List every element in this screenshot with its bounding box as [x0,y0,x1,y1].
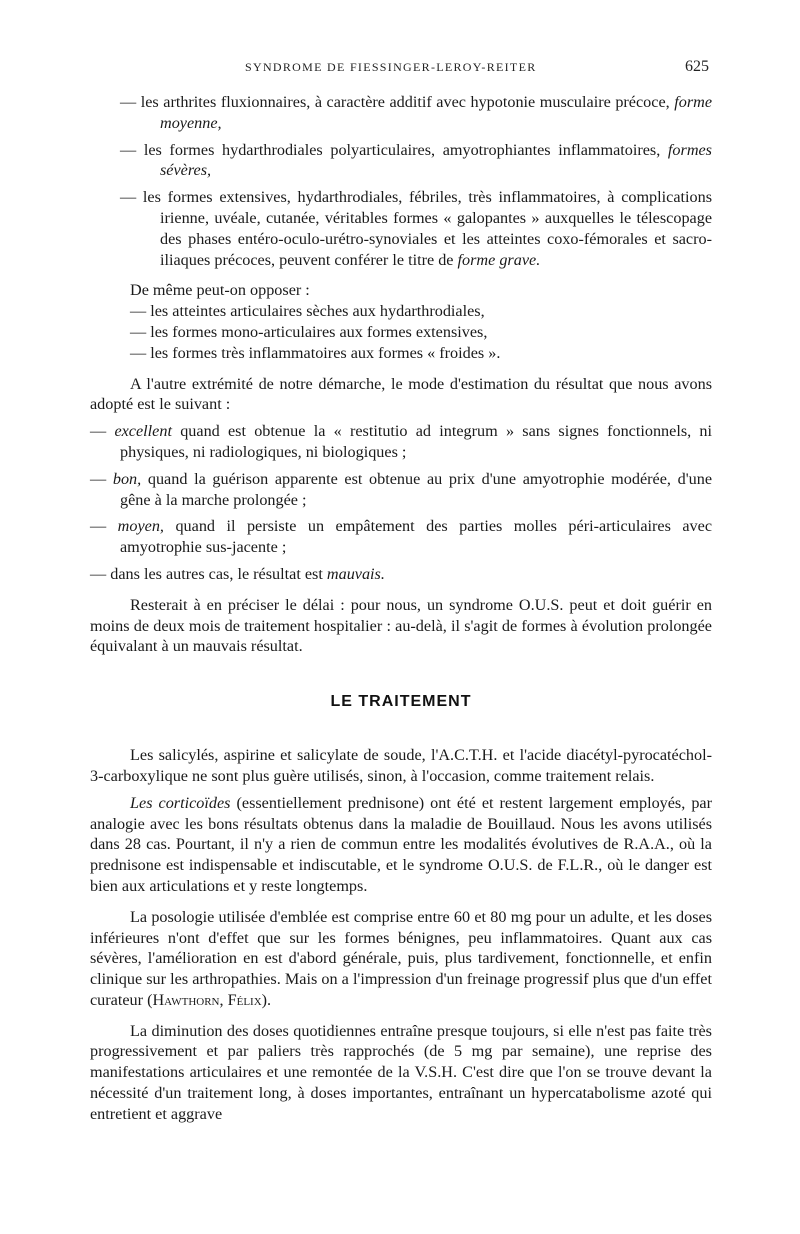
oppose-item: — les formes mono-articulaires aux formes extensives, [130,322,488,341]
oppose-item: — les atteintes articulaires sèches aux hydarthrodiales, [130,302,485,321]
oppose-intro: De même peut-on opposer : [130,281,310,300]
treatment-paragraph-3: La posologie utilisée d'emblée est comprise entre 60 et 80 mg pour un adulte, et les doses inférieures n'ont d'effet que sur les formes bénignes, peu inflammatoires. Quant aux cas sévères, l'amélioration en est d'abord générale, puis, plus tardivement, fonctionnelle, et enfin clinique sur les arthropathies. Mais on a l'impression d'un freinage progressif plus que d'un effet curateur (Hawthorn, Félix). [90,907,712,1009]
result-excellent: — excellent quand est obtenue la « restitutio ad integrum » sans signes fonctionnels, ni physiques, ni radiologiques, ni biologiques ; [90,422,713,461]
treatment-paragraph-2: Les corticoïdes (essentiellement prednisone) ont été et restent largement employés, par analogie avec les bons résultats obtenus dans la maladie de Bouillaud. Nous les avons utilisés dans 28 cas. Pourtant, il n'y a rien de commun entre les modalités évolutives de R.A.A., où la prednisone est indispensable et indiscutable, et le syndrome O.U.S. de F.L.R., où le danger est bien aux articulations et y reste longtemps. [90,793,712,895]
page-body [90,92,712,1125]
author-name: Hawthorn [152,990,220,1009]
running-head: SYNDROME DE FIESSINGER-LEROY-REITER [245,60,537,74]
delay-paragraph: Resterait à en préciser le délai : pour nous, un syndrome O.U.S. peut et doit guérir en moins de deux mois de traitement hospitalier : au-delà, il s'agit de formes à évolution prolongée équivalant à un mauvais résultat. [90,595,712,656]
form-item-severes: — les formes hydarthrodiales polyarticulaires, amyotrophiantes inflammatoires, formes sévères, [120,140,712,180]
result-moyen: — moyen, quand il persiste un empâtement des parties molles péri-articulaires avec amyotrophie sus-jacente ; [90,517,713,557]
page-number: 625 [685,58,709,75]
oppose-item: — les formes très inflammatoires aux formes « froides ». [130,343,501,362]
author-name: Félix [227,990,262,1009]
result-bon: — bon, quand la guérison apparente est obtenue au prix d'une amyotrophie modérée, d'une gêne à la marche prolongée ; [90,469,713,509]
treatment-paragraph-1: Les salicylés, aspirine et salicylate de soude, l'A.C.T.H. et l'acide diacétyl-pyrocatéchol-3-carboxylique ne sont plus guère utilisés, sinon, à l'occasion, comme traitement relais. [90,746,712,785]
form-item-moyenne: — les arthrites fluxionnaires, à caractère additif avec hypotonie musculaire précoce, forme moyenne, [120,93,712,132]
result-mauvais: — dans les autres cas, le résultat est mauvais. [90,564,385,583]
page-header [0,58,800,78]
form-item-grave: — les formes extensives, hydarthrodiales, fébriles, très inflammatoires, à complications irienne, uvéale, cutanée, véritables formes « galopantes » auxquelles le télescopage des phases entéro-oculo-urétro-synoviales et les atteintes coxo-fémorales et sacro-iliaques précoces, peuvent conférer le titre de forme grave. [120,188,712,269]
section-title: LE TRAITEMENT [330,693,472,711]
treatment-paragraph-4: La diminution des doses quotidiennes entraîne presque toujours, si elle n'est pas faite très progressivement et par paliers très rapprochés (de 5 mg par semaine), une reprise des manifestations articulaires et une remontée de la V.S.H. C'est dire que l'on se trouve devant la nécessité d'un traitement long, à doses importantes, entraînant un hypercatabolisme azoté qui entretient et aggrave [90,1021,712,1123]
results-intro: A l'autre extrémité de notre démarche, le mode d'estimation du résultat que nous avons adopté est le suivant : [90,374,712,414]
